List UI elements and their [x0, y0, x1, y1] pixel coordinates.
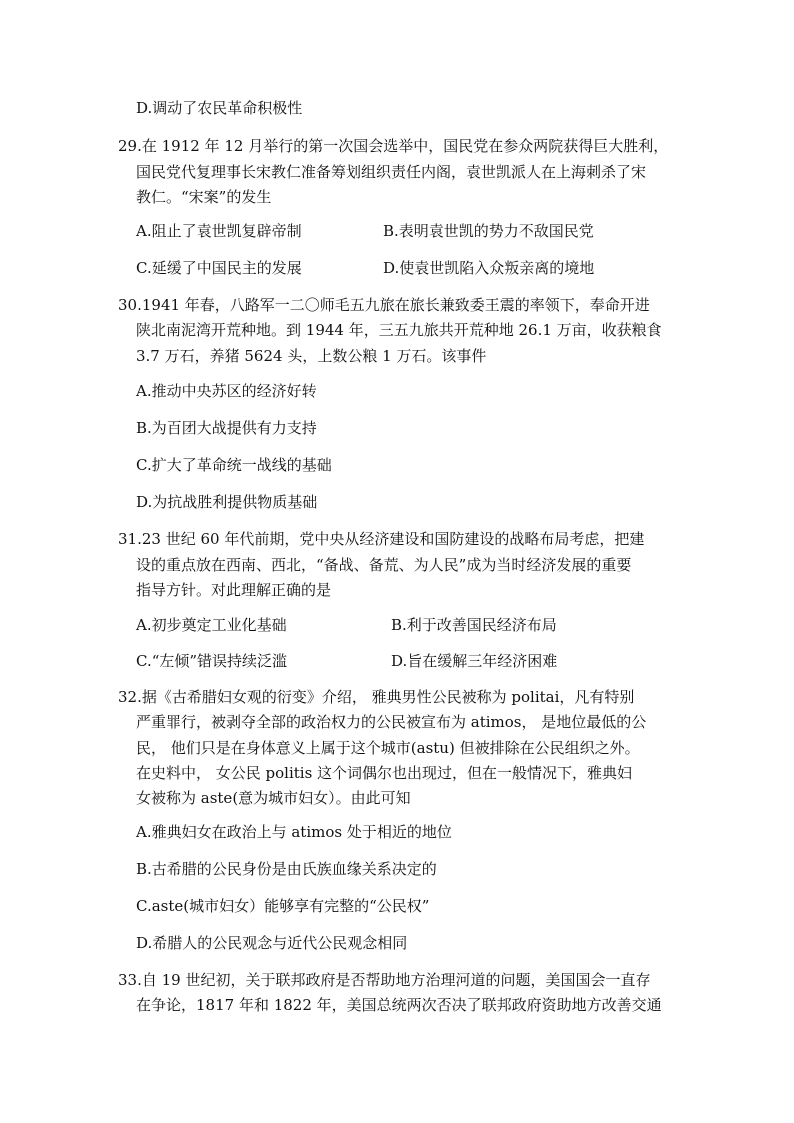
q29-option-a: A.阻止了袁世凯复辟帝制: [136, 222, 302, 240]
q29-stem-line-3: 教仁。“宋案”的发生: [136, 188, 272, 206]
q31-option-c: C.“左倾”错误持续泛滥: [136, 652, 288, 670]
q31-option-d: D.旨在缓解三年经济困难: [391, 652, 558, 670]
q32-option-b: B.古希腊的公民身份是由氏族血缘关系决定的: [136, 860, 437, 878]
q33-stem-line-1: 33.自 19 世纪初，关于联邦政府是否帮助地方治理河道的问题，美国国会一直存: [118, 971, 651, 989]
q30-option-d: D.为抗战胜利提供物质基础: [136, 493, 318, 511]
q29-option-b: B.表明袁世凯的势力不敌国民党: [383, 222, 594, 240]
q30-stem-line-2: 陕北南泥湾开荒种地。到 1944 年，三五九旅共开荒种地 26.1 万亩，收获粮食: [136, 321, 662, 339]
q32-stem-line-5: 女被称为 aste(意为城市妇女）。由此可知: [136, 789, 411, 807]
q31-stem-line-3: 指导方针。对此理解正确的是: [136, 581, 332, 599]
q30-option-a: A.推动中央苏区的经济好转: [136, 382, 317, 400]
q31-option-a: A.初步奠定工业化基础: [136, 616, 287, 634]
q32-option-d: D.希腊人的公民观念与近代公民观念相同: [136, 934, 408, 952]
q30-stem-line-3: 3.7 万石，养猪 5624 头，上数公粮 1 万石。该事件: [136, 347, 487, 365]
q33-stem-line-2: 在争论，1817 年和 1822 年，美国总统两次否决了联邦政府资助地方改善交通: [136, 996, 662, 1014]
q31-option-b: B.利于改善国民经济布局: [391, 616, 557, 634]
q32-stem-line-4: 在史料中， 女公民 politis 这个词偶尔也出现过，但在一般情况下，雅典妇: [136, 764, 633, 782]
q29-stem-line-1: 29.在 1912 年 12 月举行的第一次国会选举中，国民党在参众两院获得巨大胜利，: [118, 137, 669, 155]
q32-option-c: C.aste(城市妇女）能够享有完整的“公民权”: [136, 897, 430, 915]
q28-option-d: D.调动了农民革命积极性: [136, 99, 303, 117]
q32-stem-line-2: 严重罪行，被剥夺全部的政治权力的公民被宣布为 atimos， 是地位最低的公: [136, 713, 647, 731]
q31-stem-line-1: 31.23 世纪 60 年代前期，党中央从经济建设和国防建设的战略布局考虑，把建: [118, 530, 645, 548]
q30-option-b: B.为百团大战提供有力支持: [136, 419, 317, 437]
q29-option-c: C.延缓了中国民主的发展: [136, 259, 302, 277]
q32-stem-line-1: 32.据《古希腊妇女观的衍变》介绍， 雅典男性公民被称为 politai，凡有特别: [118, 688, 635, 706]
q30-option-c: C.扩大了革命统一战线的基础: [136, 456, 332, 474]
q29-option-d: D.使袁世凯陷入众叛亲离的境地: [383, 259, 595, 277]
q29-stem-line-2: 国民党代复理事长宋教仁准备筹划组织责任内阁，袁世凯派人在上海刺杀了宋: [136, 163, 647, 181]
q32-stem-line-3: 民， 他们只是在身体意义上属于这个城市(astu) 但被排除在公民组织之外。: [136, 739, 640, 757]
q30-stem-line-1: 30.1941 年春，八路军一二〇师毛五九旅在旅长兼致委王震的率领下，奉命开进: [118, 296, 650, 314]
q32-option-a: A.雅典妇女在政治上与 atimos 处于相近的地位: [136, 823, 452, 841]
q31-stem-line-2: 设的重点放在西南、西北，“备战、备荒、为人民”成为当时经济发展的重要: [136, 556, 632, 574]
